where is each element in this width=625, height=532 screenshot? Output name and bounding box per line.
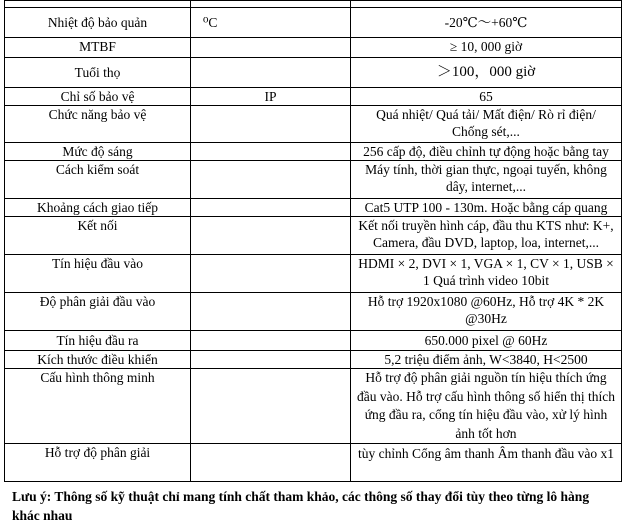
- spec-label: [5, 1, 191, 8]
- spec-label: Chức năng bảo vệ: [5, 106, 191, 143]
- spec-unit: [191, 1, 351, 8]
- spec-value: ≥ 10, 000 giờ: [351, 38, 622, 58]
- table-row: [5, 217, 622, 255]
- spec-unit: [191, 351, 351, 369]
- table-row: [5, 444, 622, 482]
- spec-label: Nhiệt độ bảo quản: [5, 8, 191, 38]
- table-row: [5, 351, 622, 369]
- table-row: [5, 88, 622, 106]
- spec-value: Cat5 UTP 100 - 130m. Hoặc bằng cáp quang: [351, 199, 622, 217]
- spec-value: Hỗ trợ 1920x1080 @60Hz, Hỗ trợ 4K * 2K @30Hz: [351, 293, 622, 331]
- spec-value: Quá nhiệt/ Quá tải/ Mất điện/ Rò rỉ điện/ Chống sét,...: [351, 106, 622, 143]
- spec-value: Kết nối truyền hình cáp, đầu thu KTS như: K+, Camera, đầu DVD, laptop, loa, internet,...: [351, 217, 622, 255]
- table-row: [5, 369, 622, 444]
- disclaimer-note: Lưu ý: Thông số kỹ thuật chỉ mang tính chất tham khảo, các thông số thay đổi tùy theo từng lô hàng khác nhau: [12, 489, 590, 523]
- spec-label: Mức độ sáng: [5, 143, 191, 161]
- spec-label: Khoảng cách giao tiếp: [5, 199, 191, 217]
- table-row: [5, 143, 622, 161]
- spec-unit: [191, 255, 351, 293]
- table-row: [5, 199, 622, 217]
- table-row: [5, 58, 622, 88]
- spec-unit: [191, 161, 351, 199]
- table-row: [5, 255, 622, 293]
- spec-unit: [191, 217, 351, 255]
- spec-label: Tín hiệu đầu ra: [5, 331, 191, 351]
- spec-unit: [191, 58, 351, 88]
- spec-value: ＞100，000 giờ: [351, 58, 622, 88]
- spec-label: Cấu hình thông minh: [5, 369, 191, 444]
- spec-value: tùy chỉnh Cổng âm thanh Âm thanh đầu vào x1: [351, 444, 622, 482]
- spec-value: Máy tính, thời gian thực, ngoại tuyến, không dây, internet,...: [351, 161, 622, 199]
- spec-label: MTBF: [5, 38, 191, 58]
- spec-value: 650.000 pixel @ 60Hz: [351, 331, 622, 351]
- spec-value: HDMI × 2, DVI × 1, VGA × 1, CV × 1, USB × 1 Quá trình video 10bit: [351, 255, 622, 293]
- spec-value: [351, 1, 622, 8]
- spec-unit: ⁰C: [191, 8, 351, 38]
- table-row: [5, 331, 622, 351]
- spec-label: Cách kiểm soát: [5, 161, 191, 199]
- spec-label: Kích thước điều khiển: [5, 351, 191, 369]
- spec-label: Hỗ trợ độ phân giải: [5, 444, 191, 482]
- spec-label: Tuổi thọ: [5, 58, 191, 88]
- spec-unit: [191, 444, 351, 482]
- spec-unit: IP: [191, 88, 351, 106]
- spec-label: Chỉ số bảo vệ: [5, 88, 191, 106]
- spec-value: 65: [351, 88, 622, 106]
- spec-unit: [191, 293, 351, 331]
- table-row: [5, 8, 622, 38]
- table-row: [5, 38, 622, 58]
- spec-table: [4, 0, 622, 482]
- table-row: [5, 161, 622, 199]
- spec-unit: [191, 369, 351, 444]
- spec-label: Tín hiệu đầu vào: [5, 255, 191, 293]
- table-row: [5, 106, 622, 143]
- spec-value: 5,2 triệu điểm ảnh, W<3840, H<2500: [351, 351, 622, 369]
- table-row: [5, 293, 622, 331]
- spec-unit: [191, 331, 351, 351]
- spec-unit: [191, 199, 351, 217]
- table-row: [5, 1, 622, 8]
- spec-unit: [191, 38, 351, 58]
- spec-unit: [191, 106, 351, 143]
- spec-value: -20℃～+60℃: [351, 8, 622, 38]
- spec-value: 256 cấp độ, điều chỉnh tự động hoặc bằng tay: [351, 143, 622, 161]
- spec-label: Độ phân giải đầu vào: [5, 293, 191, 331]
- spec-unit: [191, 143, 351, 161]
- spec-label: Kết nối: [5, 217, 191, 255]
- spec-value: Hỗ trợ độ phân giải nguồn tín hiệu thích ứng đầu vào. Hỗ trợ cấu hình thông số hiển thị thích ứng đầu ra, cổng tín hiệu đầu vào, xử lý hình ảnh tốt hơn: [351, 369, 622, 444]
